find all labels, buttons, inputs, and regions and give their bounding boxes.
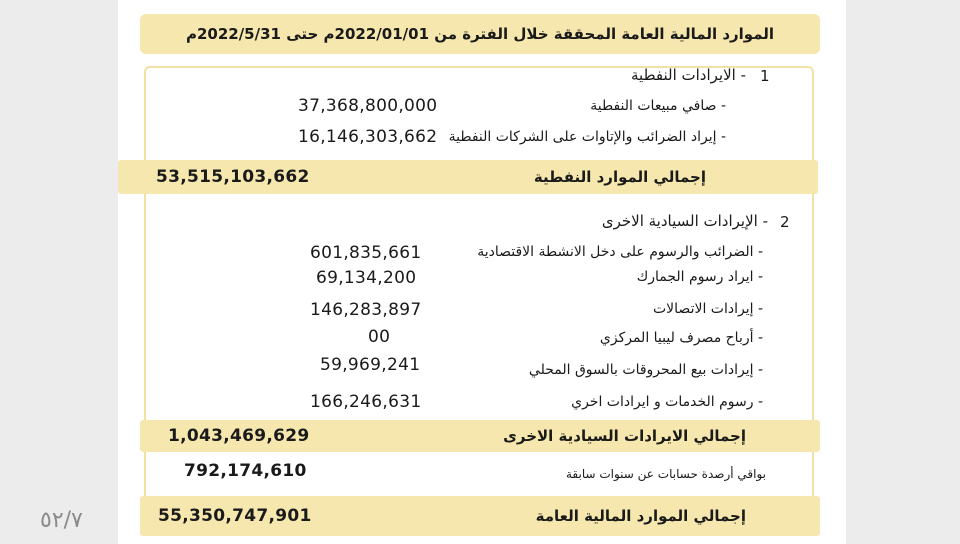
line-item-value: 59,969,241 xyxy=(320,355,421,375)
section-number: 2 xyxy=(780,213,790,231)
line-item-label: - ايراد رسوم الجمارك xyxy=(636,269,763,285)
line-item-label: - رسوم الخدمات و ايرادات اخري xyxy=(571,394,763,410)
grand-total-label: إجمالي الموارد المالية العامة xyxy=(535,507,746,525)
document-page xyxy=(118,0,846,544)
subtotal-label: إجمالي الايرادات السيادية الاخرى xyxy=(503,427,746,445)
subtotal-band xyxy=(118,160,818,194)
section-heading: - الإيرادات السيادية الاخرى xyxy=(601,212,768,230)
line-item-value: 146,283,897 xyxy=(310,300,422,320)
document-title: الموارد المالية العامة المحققة خلال الفترة من 2022/01/01م حتى 2022/5/31م xyxy=(140,14,820,54)
line-item-value: 69,134,200 xyxy=(316,268,417,288)
line-item-label: - أرباح مصرف ليبيا المركزي xyxy=(599,330,763,346)
grand-total-band xyxy=(140,496,820,536)
line-item-label: - إيرادات الاتصالات xyxy=(653,301,763,317)
line-item-label: - صافي مبيعات النفطية xyxy=(590,98,726,114)
grand-total-value: 55,350,747,901 xyxy=(158,506,312,526)
balances-label: بواقي أرصدة حسابات عن سنوات سابقة xyxy=(565,467,766,481)
line-item-label: - إيرادات بيع المحروقات بالسوق المحلي xyxy=(528,362,763,378)
section-heading: - الايرادات النفطية xyxy=(631,66,746,84)
page-number-mark: ٥٢/٧ xyxy=(40,508,83,533)
line-item-label: - الضرائب والرسوم على دخل الانشطة الاقتصادية xyxy=(477,244,763,260)
balances-value: 792,174,610 xyxy=(184,461,307,481)
line-item-value: 16,146,303,662 xyxy=(298,127,438,147)
subtotal-label: إجمالي الموارد النفطية xyxy=(533,168,706,186)
line-item-value: 601,835,661 xyxy=(310,243,422,263)
subtotal-value: 1,043,469,629 xyxy=(168,426,310,446)
section-number: 1 xyxy=(760,67,770,85)
line-item-label: - إيراد الضرائب والإتاوات على الشركات النفطية xyxy=(448,129,726,145)
line-item-value: 00 xyxy=(368,327,391,347)
subtotal-band xyxy=(140,420,820,452)
line-item-value: 37,368,800,000 xyxy=(298,96,438,116)
line-item-value: 166,246,631 xyxy=(310,392,422,412)
subtotal-value: 53,515,103,662 xyxy=(156,167,310,187)
